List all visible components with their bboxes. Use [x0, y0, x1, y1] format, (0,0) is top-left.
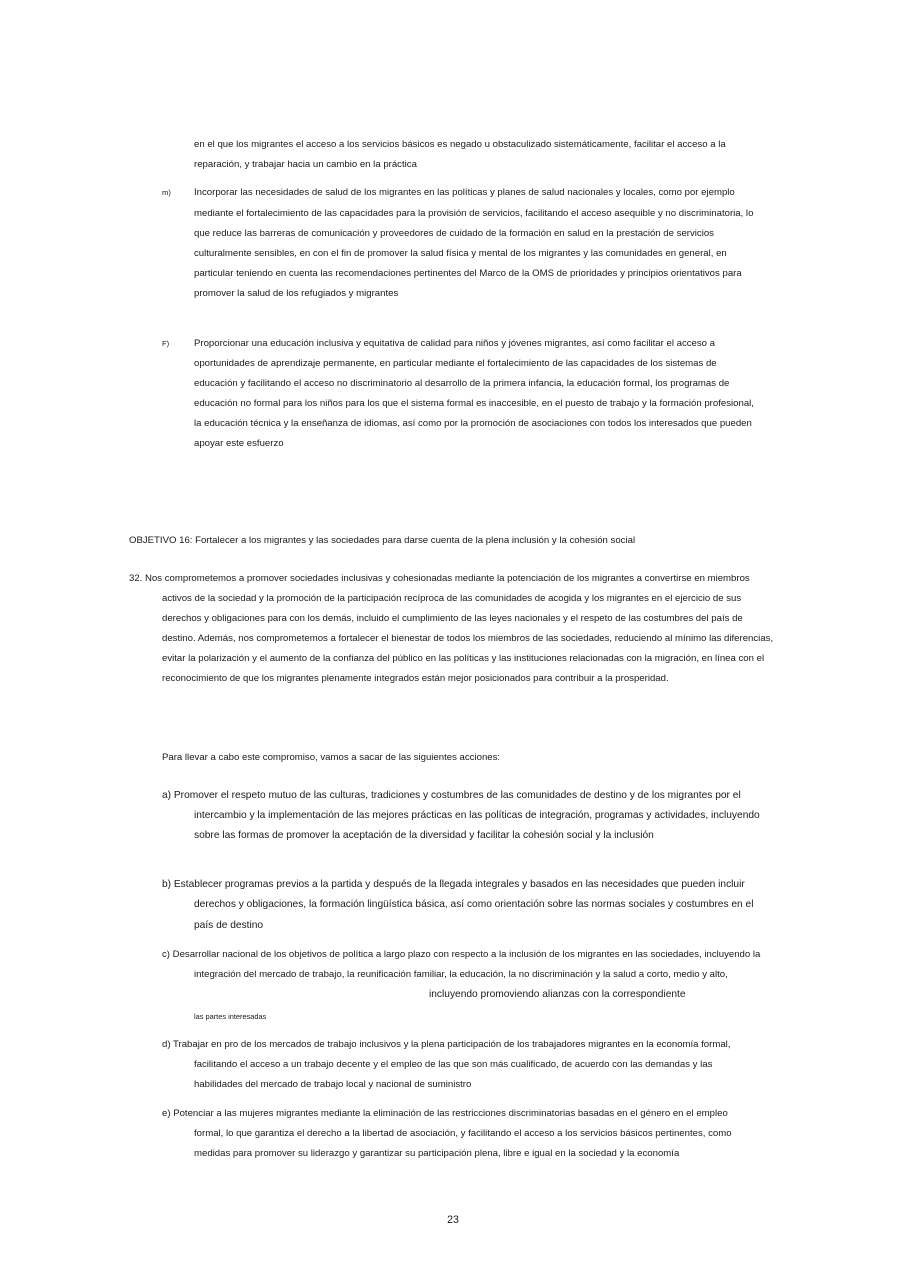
action-c-line-2: integración del mercado de trabajo, la reunificación familiar, la educación, la no discriminación y la salud a corto, medio y alto,	[194, 969, 728, 980]
item-m-line-5: particular teniendo en cuenta las recomendaciones pertinentes del Marco de la OMS de prioridades y principios orientativos para	[194, 268, 742, 279]
item-m-marker: m)	[162, 188, 171, 197]
item-m-line-4: culturalmente sensibles, en con el fin de promover la salud física y mental de los migrantes y las comunidades en general, en	[194, 248, 727, 259]
item-m-line-6: promover la salud de los refugiados y migrantes	[194, 288, 399, 299]
item-f-line-1: Proporcionar una educación inclusiva y equitativa de calidad para niños y jóvenes migrantes, así como facilitar el acceso a	[194, 338, 716, 349]
action-d-line-1: d) Trabajar en pro de los mercados de trabajo inclusivos y la plena participación de los trabajadores migrantes en la economía formal,	[162, 1039, 731, 1050]
action-c-line-3: incluyendo promoviendo alianzas con la correspondiente	[429, 989, 686, 1000]
continuation-line-1: en el que los migrantes el acceso a los servicios básicos es negado u obstaculizado sistemáticamente, facilitar el acceso a la	[194, 139, 726, 150]
action-d-line-2: facilitando el acceso a un trabajo decente y el empleo de las que son más cualificado, de acuerdo con las demandas y las	[194, 1059, 713, 1070]
action-e-line-3: medidas para promover su liderazgo y garantizar su participación plena, libre e igual en la sociedad y la economía	[194, 1148, 680, 1159]
action-b-line-1: b) Establecer programas previos a la partida y después de la llegada integrales y basados en las necesidades que pueden incluir	[162, 879, 745, 890]
item-f-line-4: educación no formal para los niños para los que el sistema formal es inaccesible, en el puesto de trabajo y la formación profesional,	[194, 398, 754, 409]
item-m-line-3: que reduce las barreras de comunicación y proveedores de cuidado de la formación en salud en la prestación de servicios	[194, 228, 714, 239]
action-a-line-3: sobre las formas de promover la aceptación de la diversidad y facilitar la cohesión social y la inclusión	[194, 830, 654, 841]
action-e-line-2: formal, lo que garantiza el derecho a la libertad de asociación, y facilitando el acceso a los servicios básicos pertinentes, como	[194, 1128, 732, 1139]
actions-intro: Para llevar a cabo este compromiso, vamos a sacar de las siguientes acciones:	[162, 752, 501, 763]
para-32-line-6: reconocimiento de que los migrantes plenamente integrados están mejor posicionados para contribuir a la prosperidad.	[162, 673, 669, 684]
item-f-marker: F)	[162, 339, 170, 348]
item-f-line-3: educación y facilitando el acceso no discriminatorio al desarrollo de la primera infancia, la educación formal, los programas de	[194, 378, 730, 389]
para-32-line-2: activos de la sociedad y la promoción de la participación recíproca de las comunidades de acogida y los migrantes en el ejercicio de sus	[162, 593, 742, 604]
para-32-line-3: derechos y obligaciones para con los demás, incluido el cumplimiento de las leyes nacionales y el respeto de las costumbres del país de	[162, 613, 743, 624]
para-32-line-4: destino. Además, nos comprometemos a fortalecer el bienestar de todos los miembros de las sociedades, reduciendo al mínimo las diferencias,	[162, 633, 774, 644]
item-m-line-1: Incorporar las necesidades de salud de los migrantes en las políticas y planes de salud nacionales y locales, como por ejemplo	[194, 187, 735, 198]
action-b-line-2: derechos y obligaciones, la formación lingüística básica, así como orientación sobre las normas sociales y costumbres en el	[194, 899, 754, 910]
item-f-line-5: la educación técnica y la enseñanza de idiomas, así como por la promoción de asociaciones con todos los interesados que pueden	[194, 418, 752, 429]
para-32-line-1: 32. Nos comprometemos a promover sociedades inclusivas y cohesionadas mediante la potenciación de los migrantes a convertirse en miembros	[129, 573, 750, 584]
action-d-line-3: habilidades del mercado de trabajo local y nacional de suministro	[194, 1079, 472, 1090]
action-b-line-3: país de destino	[194, 920, 264, 931]
objective-heading: OBJETIVO 16: Fortalecer a los migrantes y las sociedades para darse cuenta de la plena inclusión y la cohesión social	[129, 535, 636, 546]
action-a-line-2: intercambio y la implementación de las mejores prácticas en las políticas de integración, programas y actividades, incluyendo	[194, 810, 760, 821]
action-a-line-1: a) Promover el respeto mutuo de las culturas, tradiciones y costumbres de las comunidades de destino y de los migrantes por el	[162, 790, 741, 801]
page-number: 23	[447, 1214, 459, 1226]
para-32-line-5: evitar la polarización y el aumento de la confianza del público en las políticas y las instituciones relacionadas con la migración, en línea con el	[162, 653, 765, 664]
action-c-line-4: las partes interesadas	[194, 1012, 267, 1021]
action-c-line-1: c) Desarrollar nacional de los objetivos de política a largo plazo con respecto a la inclusión de los migrantes en las sociedades, incluyendo la	[162, 949, 761, 960]
item-f-line-2: oportunidades de aprendizaje permanente, en particular mediante el fortalecimiento de las capacidades de los sistemas de	[194, 358, 717, 369]
continuation-line-2: reparación, y trabajar hacia un cambio en la práctica	[194, 159, 417, 170]
item-m-line-2: mediante el fortalecimiento de las capacidades para la provisión de servicios, facilitando el acceso asequible y no discriminatoria, lo	[194, 208, 754, 219]
action-e-line-1: e) Potenciar a las mujeres migrantes mediante la eliminación de las restricciones discriminatorias basadas en el género en el empleo	[162, 1108, 728, 1119]
item-f-line-6: apoyar este esfuerzo	[194, 438, 284, 449]
